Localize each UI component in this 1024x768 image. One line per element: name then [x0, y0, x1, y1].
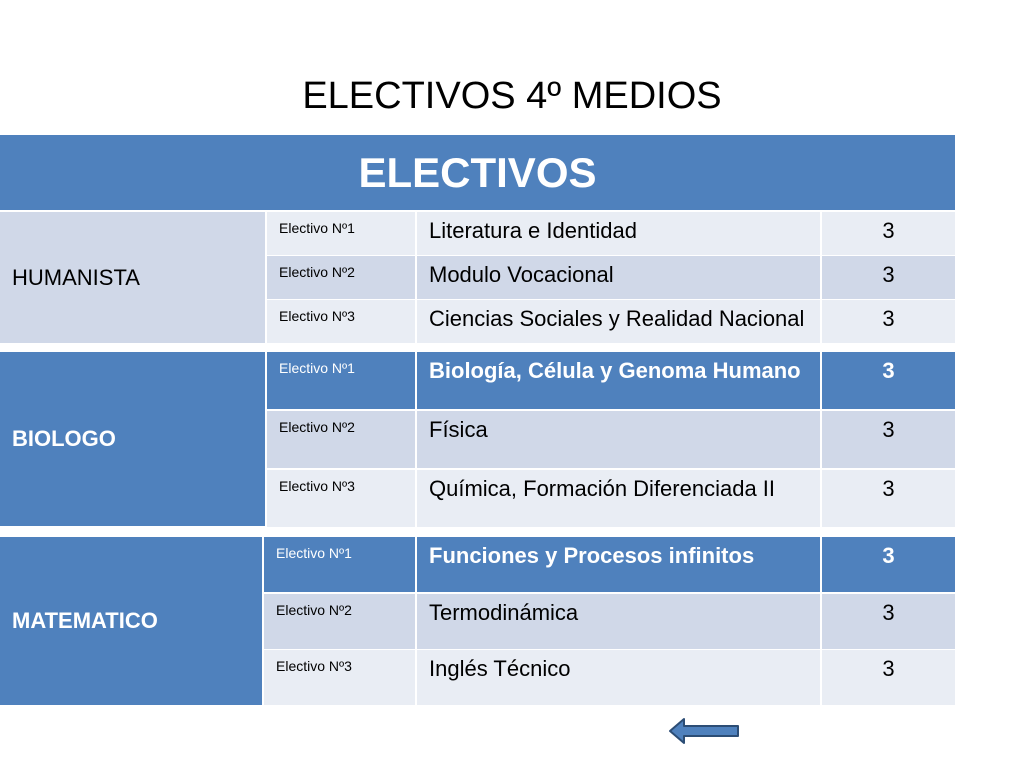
electivo-label: Electivo Nº1 [262, 537, 415, 592]
group-label-matematico: MATEMATICO [0, 537, 262, 705]
electivo-label: Electivo Nº2 [262, 594, 415, 649]
electivo-label: Electivo Nº3 [265, 470, 415, 527]
subject-cell: Funciones y Procesos infinitos [415, 537, 820, 592]
hours-cell: 3 [820, 300, 955, 343]
electivo-label: Electivo Nº2 [265, 256, 415, 299]
electivo-label: Electivo Nº1 [265, 212, 415, 255]
hours-cell: 3 [820, 256, 955, 299]
hours-cell: 3 [820, 594, 955, 649]
subject-cell: Química, Formación Diferenciada II [415, 470, 820, 527]
group-label-biologo: BIOLOGO [0, 352, 265, 526]
subject-cell: Ciencias Sociales y Realidad Nacional [415, 300, 820, 343]
left-arrow-icon [668, 716, 742, 746]
electivo-label: Electivo Nº3 [262, 650, 415, 705]
electivo-label: Electivo Nº1 [265, 352, 415, 409]
hours-cell: 3 [820, 352, 955, 409]
hours-cell: 3 [820, 470, 955, 527]
subject-cell: Biología, Célula y Genoma Humano [415, 352, 820, 409]
group-label-humanista: HUMANISTA [0, 212, 265, 343]
electivo-label: Electivo Nº2 [265, 411, 415, 468]
subject-cell: Literatura e Identidad [415, 212, 820, 255]
electivo-label: Electivo Nº3 [265, 300, 415, 343]
hours-cell: 3 [820, 650, 955, 705]
back-arrow-button[interactable] [668, 716, 742, 746]
hours-cell: 3 [820, 212, 955, 255]
subject-cell: Termodinámica [415, 594, 820, 649]
subject-cell: Física [415, 411, 820, 468]
table-header: ELECTIVOS [0, 135, 955, 210]
subject-cell: Inglés Técnico [415, 650, 820, 705]
hours-cell: 3 [820, 537, 955, 592]
subject-cell: Modulo Vocacional [415, 256, 820, 299]
page-title: ELECTIVOS 4º MEDIOS [302, 75, 722, 117]
hours-cell: 3 [820, 411, 955, 468]
